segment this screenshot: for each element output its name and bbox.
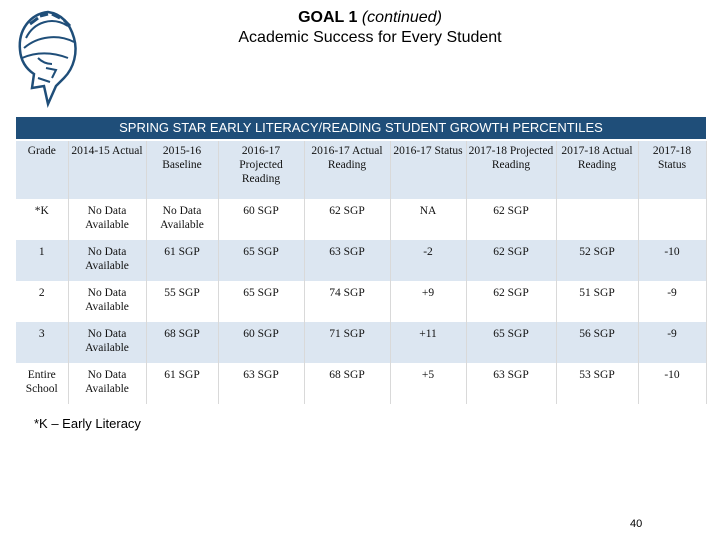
table-cell: 55 SGP: [146, 281, 218, 322]
table-row: [16, 199, 706, 240]
column-header: 2017-18 Actual Reading: [556, 141, 638, 199]
column-header: 2016-17 Status: [390, 141, 466, 199]
page-title: [120, 8, 620, 48]
table-cell: +9: [390, 281, 466, 322]
table-cell: -2: [390, 240, 466, 281]
table-cell: 65 SGP: [218, 240, 304, 281]
spartan-logo: [8, 8, 88, 108]
table-cell: +11: [390, 322, 466, 363]
table-row: [16, 281, 706, 322]
column-header: 2017-18 Status: [638, 141, 706, 199]
table-cell: 60 SGP: [218, 199, 304, 240]
table-cell: -10: [638, 240, 706, 281]
table-cell: 65 SGP: [218, 281, 304, 322]
table-cell: 53 SGP: [556, 363, 638, 404]
column-header: 2016-17 Projected Reading: [218, 141, 304, 199]
table-banner: SPRING STAR EARLY LITERACY/READING STUDENT GROWTH PERCENTILES: [16, 117, 706, 139]
table-cell: 51 SGP: [556, 281, 638, 322]
table-cell: -9: [638, 322, 706, 363]
table-cell: 3: [16, 322, 68, 363]
page-subtitle: Academic Success for Every Student: [238, 29, 502, 46]
table-cell: 1: [16, 240, 68, 281]
table-cell: NA: [390, 199, 466, 240]
table-cell: -10: [638, 363, 706, 404]
table-cell: 2: [16, 281, 68, 322]
table-cell: 62 SGP: [466, 199, 556, 240]
table-cell: [556, 199, 638, 240]
table-row: [16, 322, 706, 363]
table-cell: 52 SGP: [556, 240, 638, 281]
table-row: [16, 363, 706, 404]
table-cell: -9: [638, 281, 706, 322]
column-header: Grade: [16, 141, 68, 199]
table-cell: No Data Available: [68, 199, 146, 240]
continued-label: (continued): [361, 9, 442, 26]
table-cell: 68 SGP: [304, 363, 390, 404]
table-cell: 62 SGP: [466, 281, 556, 322]
table-cell: 71 SGP: [304, 322, 390, 363]
table-cell: No Data Available: [146, 199, 218, 240]
table-header-row: [16, 141, 706, 199]
table-body: [16, 199, 706, 404]
table-cell: No Data Available: [68, 240, 146, 281]
table-cell: 60 SGP: [218, 322, 304, 363]
table-cell: +5: [390, 363, 466, 404]
table-cell: 65 SGP: [466, 322, 556, 363]
column-header: 2015-16 Baseline: [146, 141, 218, 199]
table-cell: 61 SGP: [146, 363, 218, 404]
footnote: *K – Early Literacy: [34, 416, 141, 431]
table-cell: No Data Available: [68, 281, 146, 322]
column-header: 2016-17 Actual Reading: [304, 141, 390, 199]
table-cell: *K: [16, 199, 68, 240]
table-cell: 63 SGP: [218, 363, 304, 404]
growth-percentile-table: [16, 141, 707, 404]
table-cell: 68 SGP: [146, 322, 218, 363]
goal-label: GOAL 1: [298, 9, 358, 26]
table-cell: 56 SGP: [556, 322, 638, 363]
table-cell: 63 SGP: [304, 240, 390, 281]
column-header: 2017-18 Projected Reading: [466, 141, 556, 199]
table-cell: Entire School: [16, 363, 68, 404]
table-cell: 62 SGP: [304, 199, 390, 240]
column-header: 2014-15 Actual: [68, 141, 146, 199]
table-cell: No Data Available: [68, 322, 146, 363]
page-number: 40: [630, 518, 643, 530]
table-cell: No Data Available: [68, 363, 146, 404]
table-cell: 62 SGP: [466, 240, 556, 281]
table-cell: 61 SGP: [146, 240, 218, 281]
table-cell: 74 SGP: [304, 281, 390, 322]
table-row: [16, 240, 706, 281]
table-cell: [638, 199, 706, 240]
table-cell: 63 SGP: [466, 363, 556, 404]
